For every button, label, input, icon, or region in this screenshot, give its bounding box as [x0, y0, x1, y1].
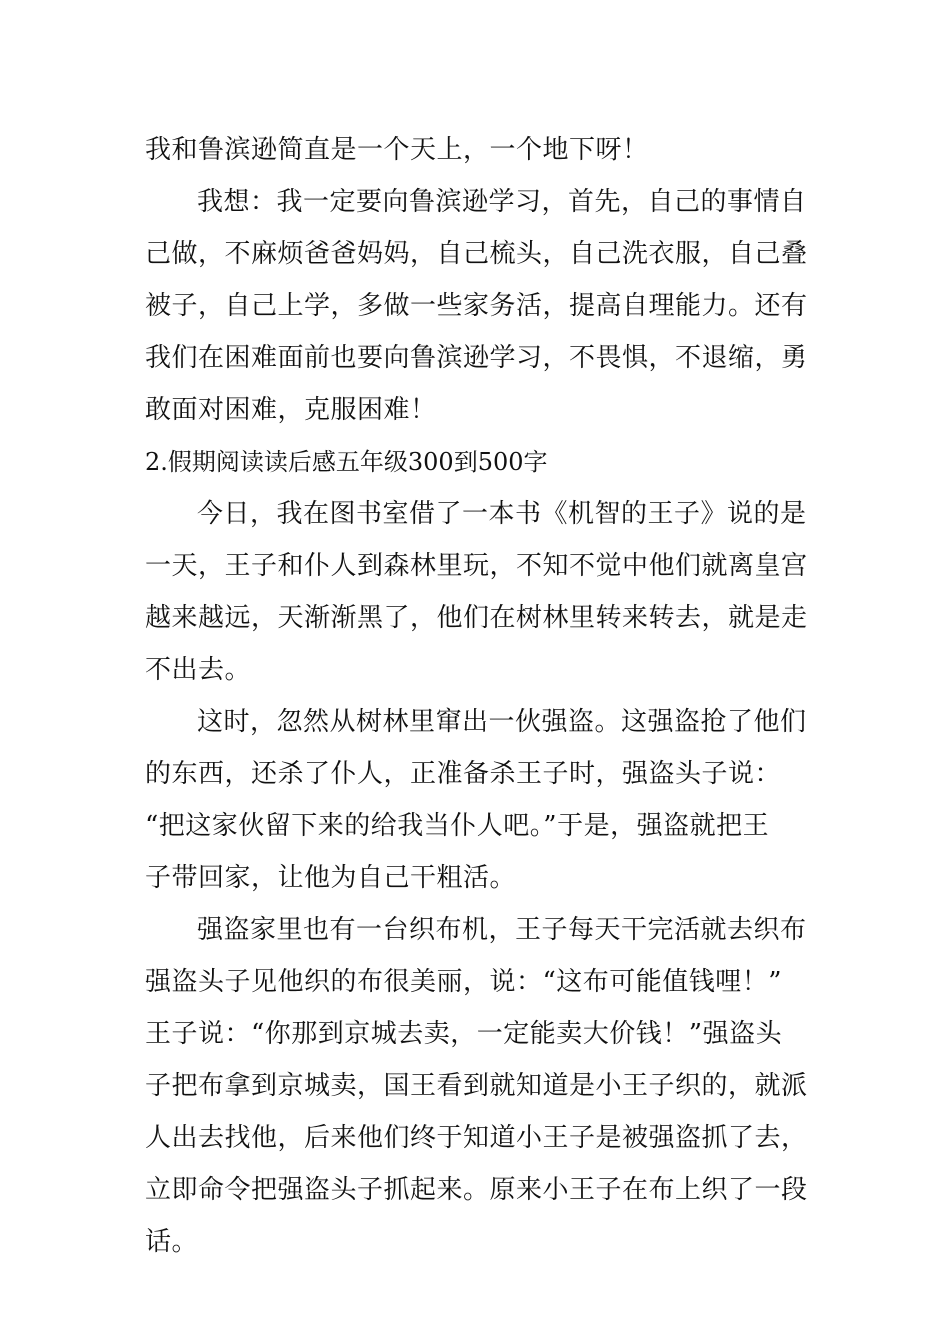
document-body	[145, 124, 810, 1268]
text-line: 话。	[145, 1227, 199, 1257]
text-line: 不出去。	[145, 655, 252, 685]
text-line: 子把布拿到京城卖，国王看到就知道是小王子织的，就派	[145, 1071, 808, 1101]
paragraph-start-line: 我想：我一定要向鲁滨逊学习，首先，自己的事情自	[197, 187, 807, 217]
text-line: 己做，不麻烦爸爸妈妈，自己梳头，自己洗衣服，自己叠	[145, 239, 808, 269]
text-line: 强盗头子见他织的布很美丽，说：“这布可能值钱哩！”	[145, 967, 783, 997]
paragraph-start-line: 这时，忽然从树林里窜出一伙强盗。这强盗抢了他们	[197, 707, 807, 737]
section-heading: 2.假期阅读读后感五年级300到500字	[145, 448, 548, 476]
paragraph-start-line: 今日，我在图书室借了一本书《机智的王子》说的是	[197, 499, 807, 529]
text-line: 立即命令把强盗头子抓起来。原来小王子在布上织了一段	[145, 1175, 808, 1205]
text-line: 被子，自己上学，多做一些家务活，提高自理能力。还有	[145, 291, 808, 321]
text-line: 越来越远，天渐渐黑了，他们在树林里转来转去，就是走	[145, 603, 808, 633]
text-line: 人出去找他，后来他们终于知道小王子是被强盗抓了去，	[145, 1123, 808, 1153]
text-line: 的东西，还杀了仆人，正准备杀王子时，强盗头子说：	[145, 759, 782, 789]
text-line: 子带回家，让他为自己干粗活。	[145, 863, 517, 893]
text-line: 我和鲁滨逊简直是一个天上，一个地下呀！	[145, 135, 649, 165]
text-line: 王子说：“你那到京城去卖，一定能卖大价钱！”强盗头	[145, 1019, 783, 1049]
text-line: 我们在困难面前也要向鲁滨逊学习，不畏惧，不退缩，勇	[145, 343, 808, 373]
paragraph-start-line: 强盗家里也有一台织布机，王子每天干完活就去织布	[197, 915, 807, 945]
text-line: “把这家伙留下来的给我当仆人吧。”于是，强盗就把王	[145, 811, 770, 841]
text-line: 敢面对困难，克服困难！	[145, 395, 437, 425]
text-line: 一天，王子和仆人到森林里玩，不知不觉中他们就离皇宫	[145, 551, 808, 581]
